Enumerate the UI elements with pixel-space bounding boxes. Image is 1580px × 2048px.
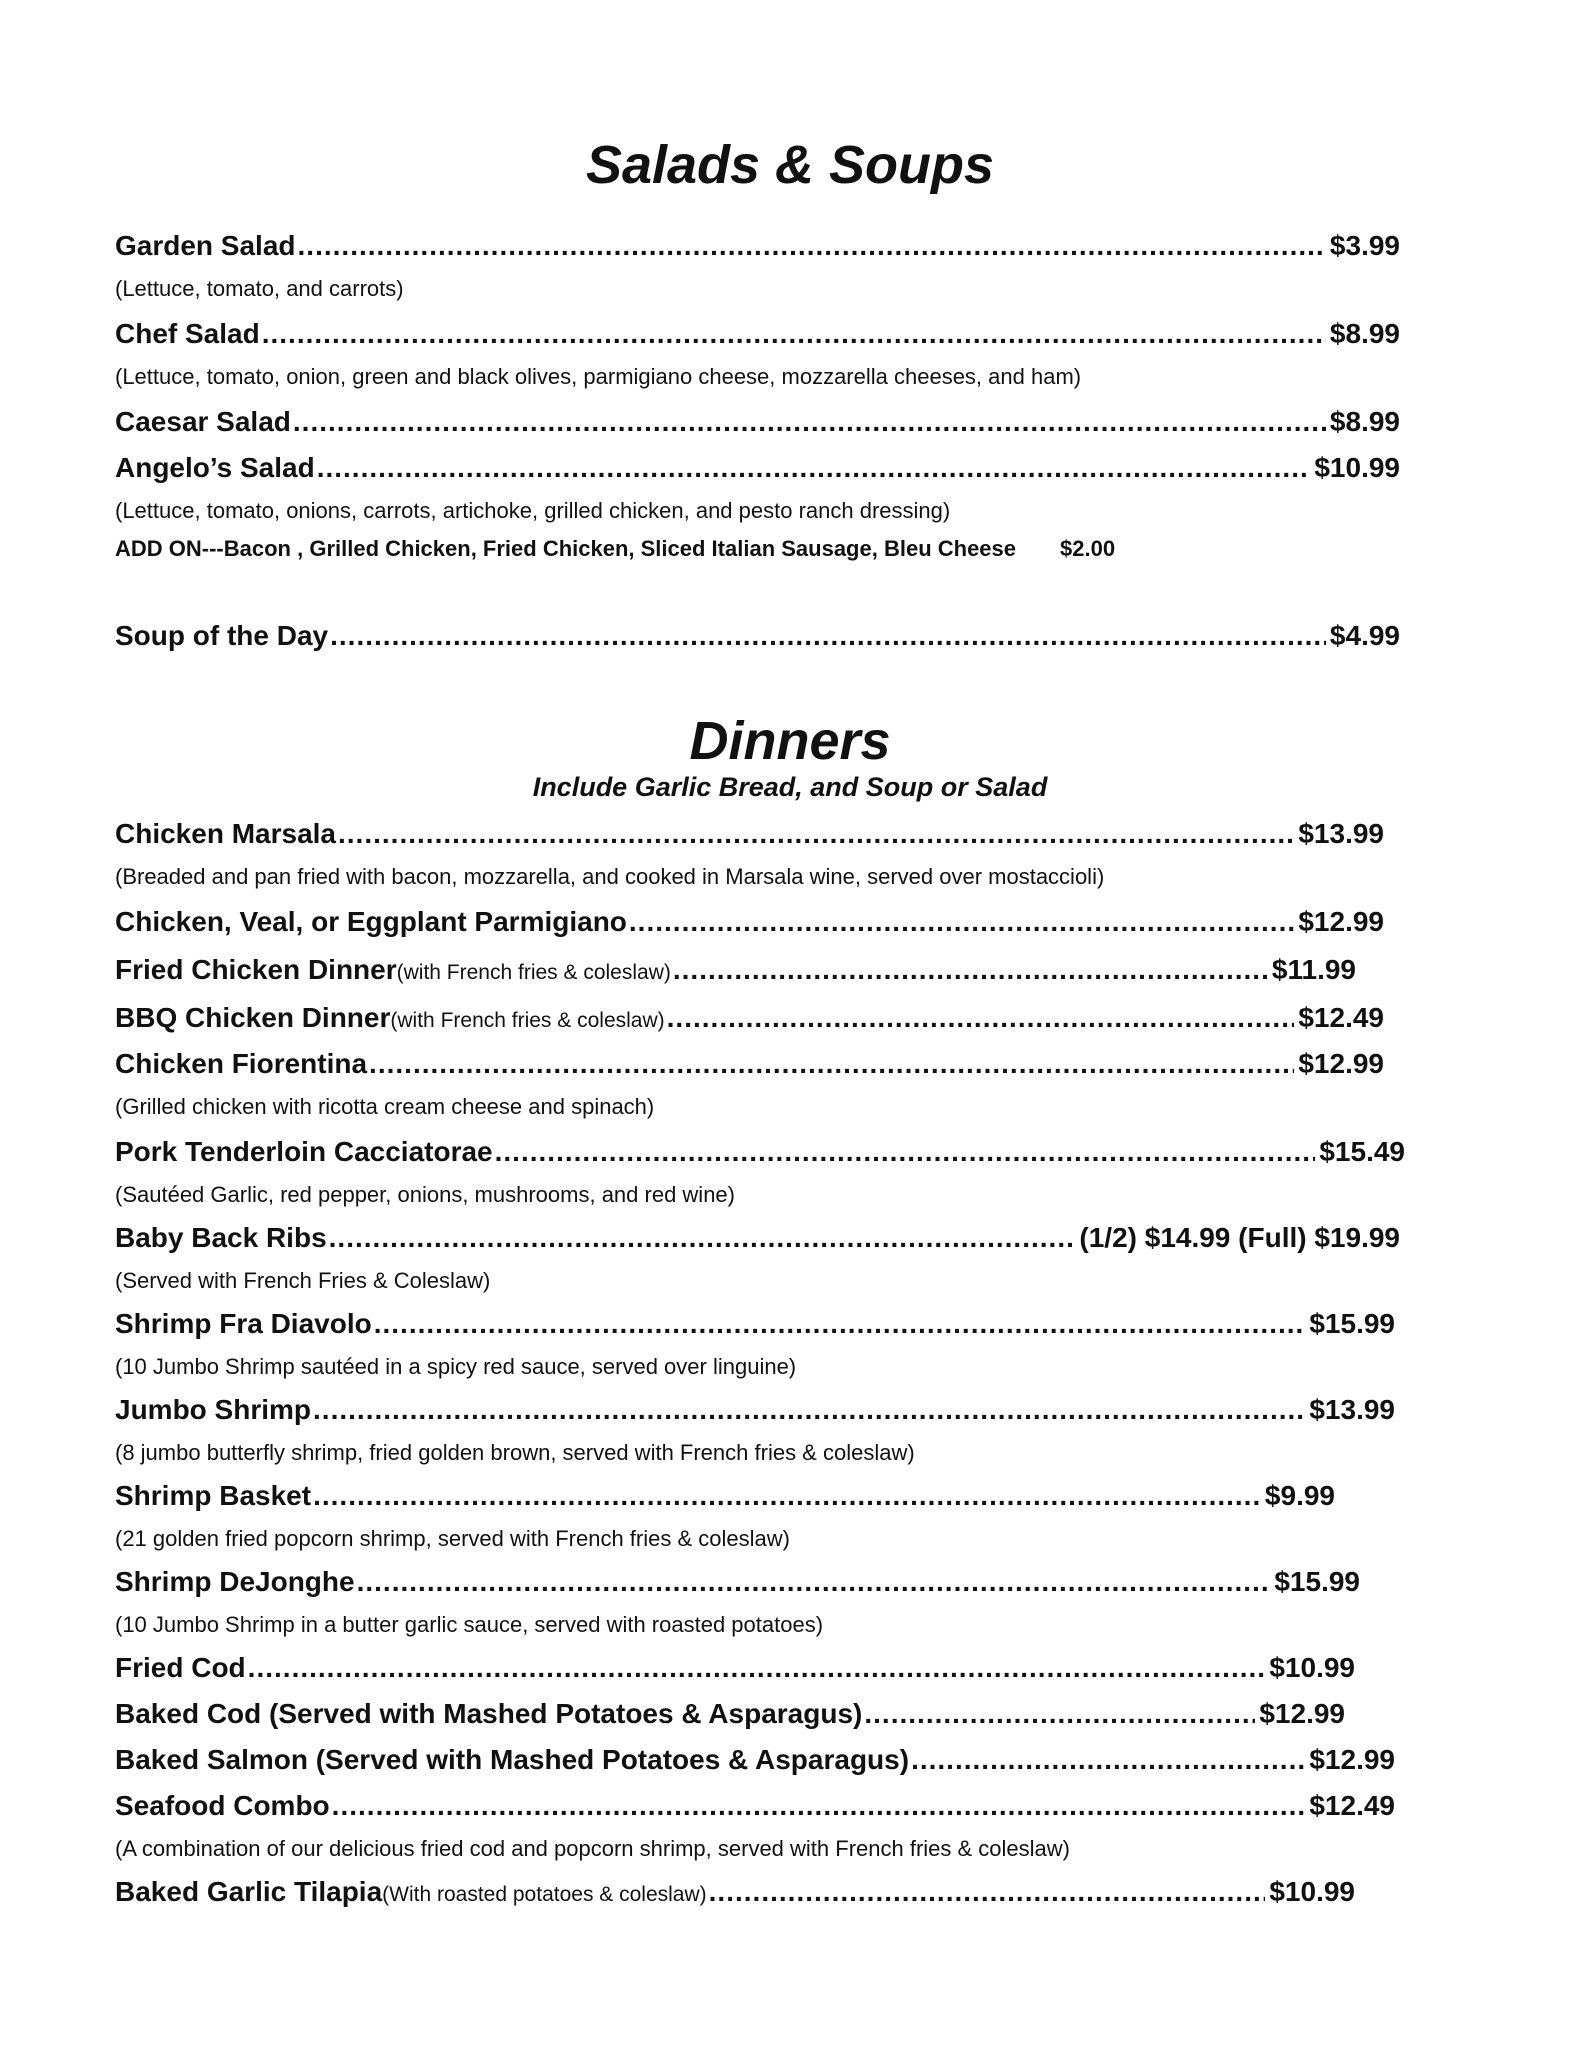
item-price: $15.99: [1309, 1308, 1395, 1339]
item-description: (10 Jumbo Shrimp in a butter garlic sauce, served with roasted potatoes): [115, 1612, 824, 1637]
menu-item: [115, 1788, 1395, 1824]
menu-item: [115, 1000, 1384, 1036]
item-price: $10.99: [1269, 1876, 1355, 1907]
item-price: $15.99: [1274, 1566, 1360, 1597]
item-name: Soup of the Day: [115, 620, 329, 651]
menu-item: [115, 1564, 1360, 1600]
menu-item: [115, 404, 1400, 440]
item-price: $12.49: [1309, 1790, 1395, 1821]
leader-dots: [495, 1134, 1316, 1170]
item-name: Garden Salad: [115, 230, 296, 261]
salads-title: Salads & Soups: [585, 135, 995, 195]
leader-dots: [298, 228, 1326, 264]
leader-dots: [911, 1742, 1305, 1778]
item-price: $12.99: [1259, 1698, 1345, 1729]
leader-dots: [369, 1046, 1294, 1082]
leader-dots: [313, 1392, 1305, 1428]
item-price: $13.99: [1298, 818, 1384, 849]
item-name: Jumbo Shrimp: [115, 1394, 312, 1425]
item-name: Shrimp Basket: [115, 1480, 312, 1511]
menu-item: [115, 1306, 1395, 1342]
menu-item: [115, 228, 1400, 264]
item-name: Fried Cod: [115, 1652, 246, 1683]
leader-dots: [317, 450, 1311, 486]
item-price: $15.49: [1319, 1136, 1405, 1167]
menu-item: [115, 904, 1384, 940]
leader-dots: [329, 1220, 1076, 1256]
item-name: Angelo’s Salad: [115, 452, 315, 483]
item-price: $12.99: [1309, 1744, 1395, 1775]
menu-item: [115, 1220, 1400, 1256]
item-description: (Breaded and pan fried with bacon, mozzarella, and cooked in Marsala wine, served over mostaccioli): [115, 864, 1105, 889]
item-price: $10.99: [1269, 1652, 1355, 1683]
item-note: (With roasted potatoes & coleslaw): [382, 1883, 707, 1906]
menu-item: [115, 1478, 1335, 1514]
menu-item: [115, 816, 1384, 852]
leader-dots: [262, 316, 1326, 352]
leader-dots: [667, 1000, 1295, 1036]
add-on-text: ADD ON---Bacon , Grilled Chicken, Fried Chicken, Sliced Italian Sausage, Bleu Cheese: [115, 536, 1017, 561]
menu-item: [115, 1874, 1355, 1910]
item-price: $12.49: [1298, 1002, 1384, 1033]
item-price: $10.99: [1314, 452, 1400, 483]
item-price: $11.99: [1271, 954, 1356, 985]
menu-item: [115, 450, 1400, 486]
item-name: Chicken Fiorentina: [115, 1048, 368, 1079]
leader-dots: [330, 618, 1326, 654]
menu-item: [115, 1742, 1395, 1778]
item-description: (Grilled chicken with ricotta cream cheese and spinach): [115, 1094, 655, 1119]
menu-item-soup: [115, 618, 1400, 654]
item-name: Baked Cod (Served with Mashed Potatoes & Asparagus): [115, 1698, 863, 1729]
item-description: (8 jumbo butterfly shrimp, fried golden brown, served with French fries & coleslaw): [115, 1440, 915, 1465]
item-description: (Lettuce, tomato, onions, carrots, artichoke, grilled chicken, and pesto ranch dressing): [115, 498, 951, 523]
item-name: Fried Chicken Dinner: [115, 954, 397, 985]
menu-item: [115, 1650, 1355, 1686]
item-description: (Served with French Fries & Coleslaw): [115, 1268, 491, 1293]
menu-item: [115, 316, 1400, 352]
leader-dots: [338, 816, 1294, 852]
item-name: Chicken Marsala: [115, 818, 336, 849]
leader-dots: [864, 1696, 1255, 1732]
item-note: (with French fries & coleslaw): [396, 961, 671, 984]
item-name: Seafood Combo: [115, 1790, 330, 1821]
dinners-subtitle: Include Garlic Bread, and Soup or Salad: [532, 772, 1048, 802]
item-price: $9.99: [1264, 1480, 1335, 1511]
menu-item: [115, 1392, 1395, 1428]
item-price: $8.99: [1329, 406, 1400, 437]
item-description: (Sautéed Garlic, red pepper, onions, mushrooms, and red wine): [115, 1182, 735, 1207]
item-price: $3.99: [1329, 230, 1400, 261]
leader-dots: [629, 904, 1294, 940]
dinners-title: Dinners: [689, 711, 891, 771]
leader-dots: [332, 1788, 1306, 1824]
item-name: Chef Salad: [115, 318, 260, 349]
item-price: $8.99: [1329, 318, 1400, 349]
item-description: (10 Jumbo Shrimp sautéed in a spicy red sauce, served over linguine): [115, 1354, 797, 1379]
menu-item: [115, 952, 1356, 988]
leader-dots: [374, 1306, 1306, 1342]
add-on-price: $2.00: [1060, 536, 1116, 561]
item-name: Chicken, Veal, or Eggplant Parmigiano: [115, 906, 627, 937]
leader-dots: [673, 952, 1268, 988]
leader-dots: [293, 404, 1326, 440]
leader-dots: [357, 1564, 1271, 1600]
item-name: Baked Salmon (Served with Mashed Potatoes & Asparagus): [115, 1744, 910, 1775]
item-name: Caesar Salad: [115, 406, 291, 437]
item-description: (21 golden fried popcorn shrimp, served with French fries & coleslaw): [115, 1526, 790, 1551]
item-price: $12.99: [1298, 906, 1384, 937]
item-description: (Lettuce, tomato, and carrots): [115, 276, 404, 301]
add-on-line: [115, 534, 1115, 564]
leader-dots: [248, 1650, 1266, 1686]
leader-dots: [313, 1478, 1261, 1514]
item-name: Baked Garlic Tilapia: [115, 1876, 383, 1907]
item-price: $13.99: [1309, 1394, 1395, 1425]
item-name: Shrimp DeJonghe: [115, 1566, 355, 1597]
leader-dots: [709, 1874, 1266, 1910]
item-name: Pork Tenderloin Cacciatorae: [115, 1136, 493, 1167]
menu-item: [115, 1696, 1345, 1732]
item-description: (A combination of our delicious fried cod and popcorn shrimp, served with French fries & coleslaw): [115, 1836, 1071, 1861]
item-price: (1/2) $14.99 (Full) $19.99: [1079, 1222, 1400, 1253]
item-note: (with French fries & coleslaw): [390, 1009, 665, 1032]
item-description: (Lettuce, tomato, onion, green and black olives, parmigiano cheese, mozzarella cheeses, and ham): [115, 364, 1082, 389]
menu-item: [115, 1046, 1384, 1082]
menu-item: [115, 1134, 1405, 1170]
item-name: Shrimp Fra Diavolo: [115, 1308, 372, 1339]
item-name: Baby Back Ribs: [115, 1222, 327, 1253]
item-name: BBQ Chicken Dinner: [115, 1002, 391, 1033]
item-price: $12.99: [1298, 1048, 1384, 1079]
item-price: $4.99: [1329, 620, 1400, 651]
